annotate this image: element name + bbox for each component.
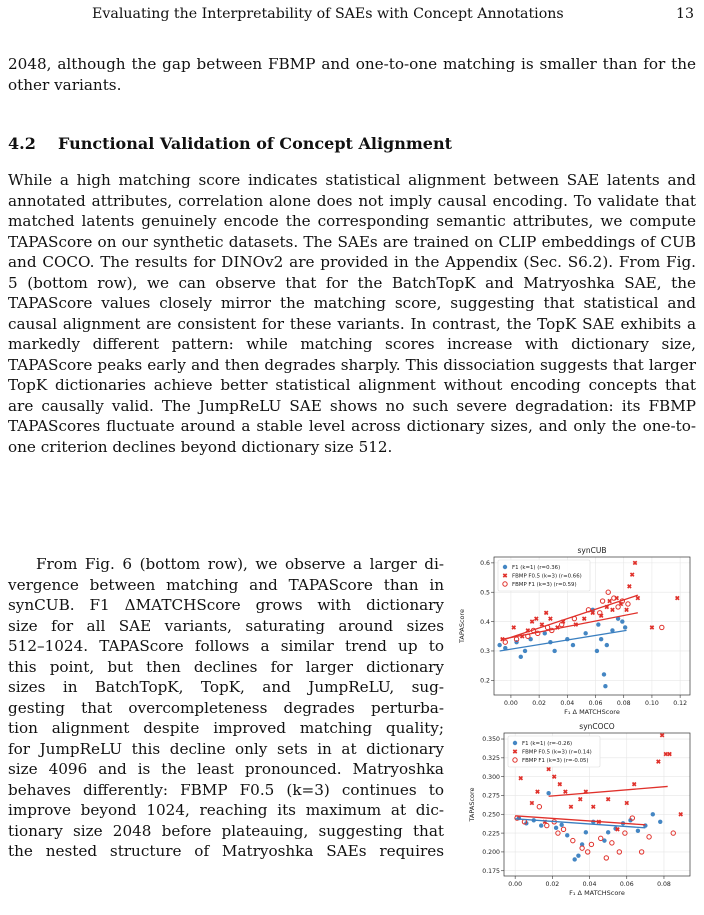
data-point (636, 596, 639, 599)
paragraph-line: size 4096 and is the least pronounced. Matryoshka (8, 760, 444, 778)
data-point (625, 801, 628, 804)
data-point (651, 812, 655, 816)
data-point (572, 857, 576, 861)
data-point (612, 596, 616, 600)
data-point (626, 602, 630, 606)
data-point (530, 620, 533, 623)
data-point (596, 622, 600, 626)
x-tick-label: 0.12 (673, 700, 688, 707)
data-point (608, 599, 611, 602)
data-point (583, 631, 587, 635)
running-title: Evaluating the Interpretability of SAEs with Concept Annotations (92, 6, 564, 22)
y-tick-label: 0.350 (482, 736, 500, 744)
data-point (571, 838, 575, 842)
y-tick-label: 0.250 (482, 811, 500, 819)
paragraph-line: for JumpReLU this decline only sets in at dictionary (8, 739, 444, 758)
data-point (600, 599, 604, 603)
y-tick-label: 0.300 (482, 773, 500, 781)
data-point (599, 836, 603, 840)
data-point (512, 626, 515, 629)
x-tick-label: 0.10 (645, 700, 659, 707)
legend-label: FBMP F1 (k=3) (r=-0.05) (522, 758, 589, 764)
y-tick-label: 0.200 (482, 849, 500, 857)
data-point (650, 626, 653, 629)
data-point (606, 830, 610, 834)
data-point (660, 625, 664, 629)
data-point (519, 655, 523, 659)
data-point (546, 791, 550, 795)
x-tick-label: 0.08 (616, 700, 631, 707)
data-point (605, 643, 609, 647)
paragraph-line: this point, but then declines for larger dictionary (8, 657, 444, 676)
data-point (636, 829, 640, 833)
syncub-scatter-chart (458, 544, 698, 720)
legend-marker (513, 750, 516, 753)
data-point (584, 830, 588, 834)
legend-label: F1 (k=1) (r=0.36) (512, 565, 561, 571)
paragraph-line: gesting that overcompleteness degrades perturba- (8, 698, 444, 717)
data-point (530, 801, 533, 804)
data-point (558, 782, 561, 785)
x-tick-label: 0.02 (532, 700, 547, 707)
y-tick-label: 0.275 (482, 792, 500, 800)
legend-label: FBMP F0.5 (k=3) (r=0.14) (522, 749, 592, 756)
data-point (564, 790, 567, 793)
data-point (595, 649, 599, 653)
paragraph-line: tion alignment despite improved matching quality; (8, 719, 444, 737)
data-point (561, 827, 565, 831)
data-point (544, 611, 547, 614)
data-point (559, 823, 563, 827)
data-point (579, 798, 582, 801)
y-axis-label: TAPAScore (458, 608, 466, 644)
data-point (536, 790, 539, 793)
paragraph-line: behaves differently: FBMP F0.5 (k=3) continues to (8, 780, 444, 799)
data-point (630, 573, 633, 576)
data-point (606, 798, 609, 801)
data-point (497, 643, 501, 647)
chart-title: synCOCO (579, 722, 615, 731)
data-point (571, 643, 575, 647)
x-tick-label: 0.04 (582, 881, 597, 888)
data-point (545, 823, 549, 827)
data-point (539, 823, 543, 827)
data-point (599, 637, 603, 641)
syncoco-scatter-chart (458, 722, 698, 902)
data-point (664, 752, 667, 755)
data-point (628, 585, 631, 588)
data-point (591, 611, 594, 614)
body-paragraph-2 (8, 554, 444, 862)
data-point (592, 805, 595, 808)
data-point (625, 608, 628, 611)
paragraph-line: From Fig. 6 (bottom row), we observe a larger di- (36, 555, 444, 573)
section-title: Functional Validation of Concept Alignment (58, 134, 452, 153)
x-tick-label: 0.00 (508, 881, 523, 888)
data-point (633, 561, 636, 564)
y-tick-label: 0.3 (480, 648, 490, 656)
y-tick-label: 0.6 (480, 560, 490, 568)
data-point (616, 605, 620, 609)
legend (508, 736, 600, 767)
x-tick-label: 0.02 (545, 881, 560, 888)
data-point (580, 846, 584, 850)
section-number: 4.2 (8, 134, 36, 153)
data-point (565, 833, 569, 837)
paragraph-line: vergence between matching and TAPAScore than in (8, 575, 444, 594)
data-point (576, 853, 580, 857)
data-point (647, 835, 651, 839)
body-paragraph-1: While a high matching score indicates statistical alignment between SAE latents and annotated attributes, correlation alone does not imply causal encoding. To validate that matched latents genuinely encode the corresponding semantic attributes, we compute TAPAScore on our synthetic datasets. The SAEs are trained on CLIP embeddings of CUB and COCO. The results for DINOv2 are provided in the Appendix (Sec. S6.2). From Fig. 5 (bottom row), we can observe that for the BatchTopK and Matryoshka SAE, the TAPAScore values closely mirror the matching score, suggesting that statistical and causal alignment are consistent for these variants. In contrast, the TopK SAE exhibits a markedly different pattern: while matching scores increase with dictionary size, TAPAScore peaks early and then degrades sharply. This dissociation suggests that larger TopK dictionaries achieve better statistical alignment without encoding concepts that are causally valid. The JumpReLU SAE shows no such severe degradation: its FBMP TAPAScores fluctuate around a stable level across dictionary sizes, and only the one-to-one criterion declines beyond dictionary size 512. (8, 171, 696, 456)
paragraph-line: size for all SAE variants, saturating around sizes (8, 616, 444, 635)
data-point (620, 619, 624, 623)
data-point (604, 856, 608, 860)
data-point (519, 776, 522, 779)
data-point (633, 782, 636, 785)
paragraph-line: tionary size 2048 before plateauing, suggesting that (8, 821, 444, 840)
data-point (676, 596, 679, 599)
data-point (549, 617, 552, 620)
paragraph-line: 512–1024. TAPAScore follows a similar trend up to (8, 637, 444, 655)
legend-label: FBMP F0.5 (k=3) (r=0.66) (512, 573, 582, 580)
chart-title: synCUB (577, 546, 607, 555)
data-point (616, 828, 619, 831)
x-axis-label: F₁ Δ MATCHScore (569, 889, 625, 897)
x-tick-label: 0.06 (619, 881, 634, 888)
x-tick-label: 0.00 (504, 700, 518, 707)
running-header (0, 6, 704, 30)
x-tick-label: 0.06 (588, 700, 603, 707)
y-tick-label: 0.325 (482, 755, 500, 763)
section-heading (8, 134, 452, 153)
legend (498, 560, 590, 591)
data-point (569, 805, 572, 808)
trend-line (502, 613, 637, 639)
paragraph-line: improve beyond 1024, reaching its maximum at dic- (8, 801, 444, 819)
data-point (589, 842, 593, 846)
paragraph-line: synCUB. F1 ΔMATCHScore grows with dictionary (8, 596, 444, 614)
y-axis-label: TAPAScore (468, 787, 476, 822)
data-point (547, 767, 550, 770)
data-point (660, 734, 663, 737)
data-point (610, 841, 614, 845)
data-point (523, 649, 527, 653)
y-tick-label: 0.5 (480, 589, 490, 597)
data-point (583, 617, 586, 620)
x-tick-label: 0.04 (560, 700, 575, 707)
data-point (553, 775, 556, 778)
data-point (623, 625, 627, 629)
y-tick-label: 0.175 (482, 867, 500, 875)
legend-marker (513, 741, 517, 745)
page-number: 13 (675, 6, 694, 22)
data-point (657, 760, 660, 763)
legend-marker (503, 565, 507, 569)
legend-label: F1 (k=1) (r=-0.26) (522, 741, 573, 747)
data-point (552, 649, 556, 653)
legend-label: FBMP F1 (k=3) (r=0.59) (512, 582, 577, 588)
data-point (540, 623, 543, 626)
paragraph-line: the nested structure of Matryoshka SAEs requires (8, 842, 444, 860)
intro-paragraph: 2048, although the gap between FBMP and one-to-one matching is smaller than for the other variants. (8, 55, 696, 94)
data-point (554, 826, 558, 830)
data-point (658, 820, 662, 824)
y-tick-label: 0.4 (480, 618, 490, 626)
data-point (535, 617, 538, 620)
data-point (603, 684, 607, 688)
data-point (679, 813, 682, 816)
paragraph-line: sizes in BatchTopK, TopK, and JumpReLU, sug- (8, 678, 444, 696)
data-point (503, 640, 507, 644)
data-point (537, 805, 541, 809)
x-axis-label: F₁ Δ MATCHScore (564, 708, 620, 716)
data-point (668, 752, 671, 755)
data-point (602, 672, 606, 676)
x-tick-label: 0.08 (657, 881, 671, 888)
data-point (611, 608, 614, 611)
y-tick-label: 0.225 (482, 830, 500, 838)
y-tick-label: 0.2 (480, 677, 490, 685)
legend-marker (503, 574, 506, 577)
